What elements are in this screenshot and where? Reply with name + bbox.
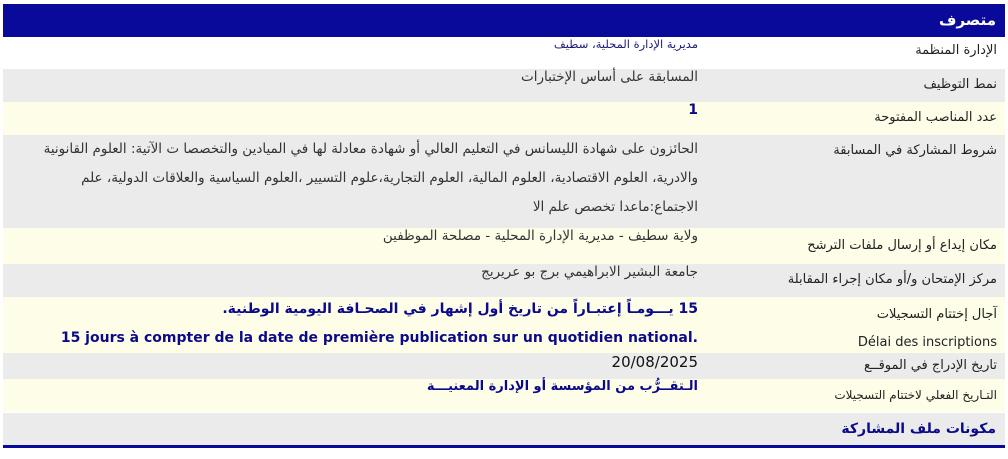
- bottom-bar: [3, 445, 1005, 448]
- row-exam-center: [3, 264, 1005, 297]
- row-label: الإدارة المنظمة: [706, 37, 1005, 69]
- row-value: 1: [3, 102, 706, 135]
- row-value: الحائزون على شهادة الليسانس في التعليم العالي أو شهادة معادلة لها في الميادين والتخصصا ت الآتية: العلوم القانونية والادرية، العلوم الاقتصادية، العلوم المالية، العلوم التجارية،علوم التسيير ،العلوم السياسية والعلاقات الدولية، علم الاجتماع:ماعدا تخصص علم الا: [3, 135, 706, 228]
- row-participation-conditions: [3, 135, 1005, 228]
- row-value: 15 jours à compter de la date de première publication sur un quotidien national.: [3, 327, 706, 353]
- row-value: ولاية سطيف - مديرية الإدارة المحلية - مصلحة الموظفين: [3, 228, 706, 264]
- row-actual-closing: [3, 379, 1005, 412]
- row-registration-deadline-fr: [3, 327, 1005, 353]
- row-label: عدد المناصب المفتوحة: [706, 102, 1005, 135]
- row-label: شروط المشاركة في المسابقة: [706, 135, 1005, 228]
- row-label: آجال إختتام التسجيلات: [706, 297, 1005, 327]
- row-value: المسابقة على أساس الإختبارات: [3, 69, 706, 102]
- job-title-bar: متصرف: [3, 4, 1005, 37]
- row-value: 20/08/2025: [3, 353, 706, 379]
- row-value: الـتقــرُّب من المؤسسة أو الإدارة المعنيـــة: [3, 379, 706, 412]
- row-registration-deadline-ar: [3, 297, 1005, 327]
- details-table: [3, 37, 1005, 412]
- section-heading-application-file: مكونات ملف المشاركة: [3, 413, 1005, 445]
- row-label: Délai des inscriptions: [706, 327, 1005, 353]
- row-label: مكان إيداع أو إرسال ملفات الترشح: [706, 228, 1005, 264]
- row-posting-date: [3, 353, 1005, 379]
- row-value: مديرية الإدارة المحلية، سطيف: [3, 37, 706, 69]
- row-label: التـاريخ الفعلي لاختتام التسجيلات: [706, 379, 1005, 412]
- row-recruitment-mode: [3, 69, 1005, 102]
- job-listing: [0, 4, 1008, 448]
- row-label: مركز الإمتحان و/أو مكان إجراء المقابلة: [706, 264, 1005, 297]
- row-open-positions: [3, 102, 1005, 135]
- row-organizing-administration: [3, 37, 1005, 69]
- row-label: نمط التوظيف: [706, 69, 1005, 102]
- row-value: جامعة البشير الابراهيمي برج بو عريريج: [3, 264, 706, 297]
- row-label: تاريخ الإدراج في الموقــع: [706, 353, 1005, 379]
- row-value: 15 يـــومـاً إعتبـاراً من تاريخ أول إشهار في الصحـافة اليومية الوطنية.: [3, 297, 706, 327]
- row-submission-place: [3, 228, 1005, 264]
